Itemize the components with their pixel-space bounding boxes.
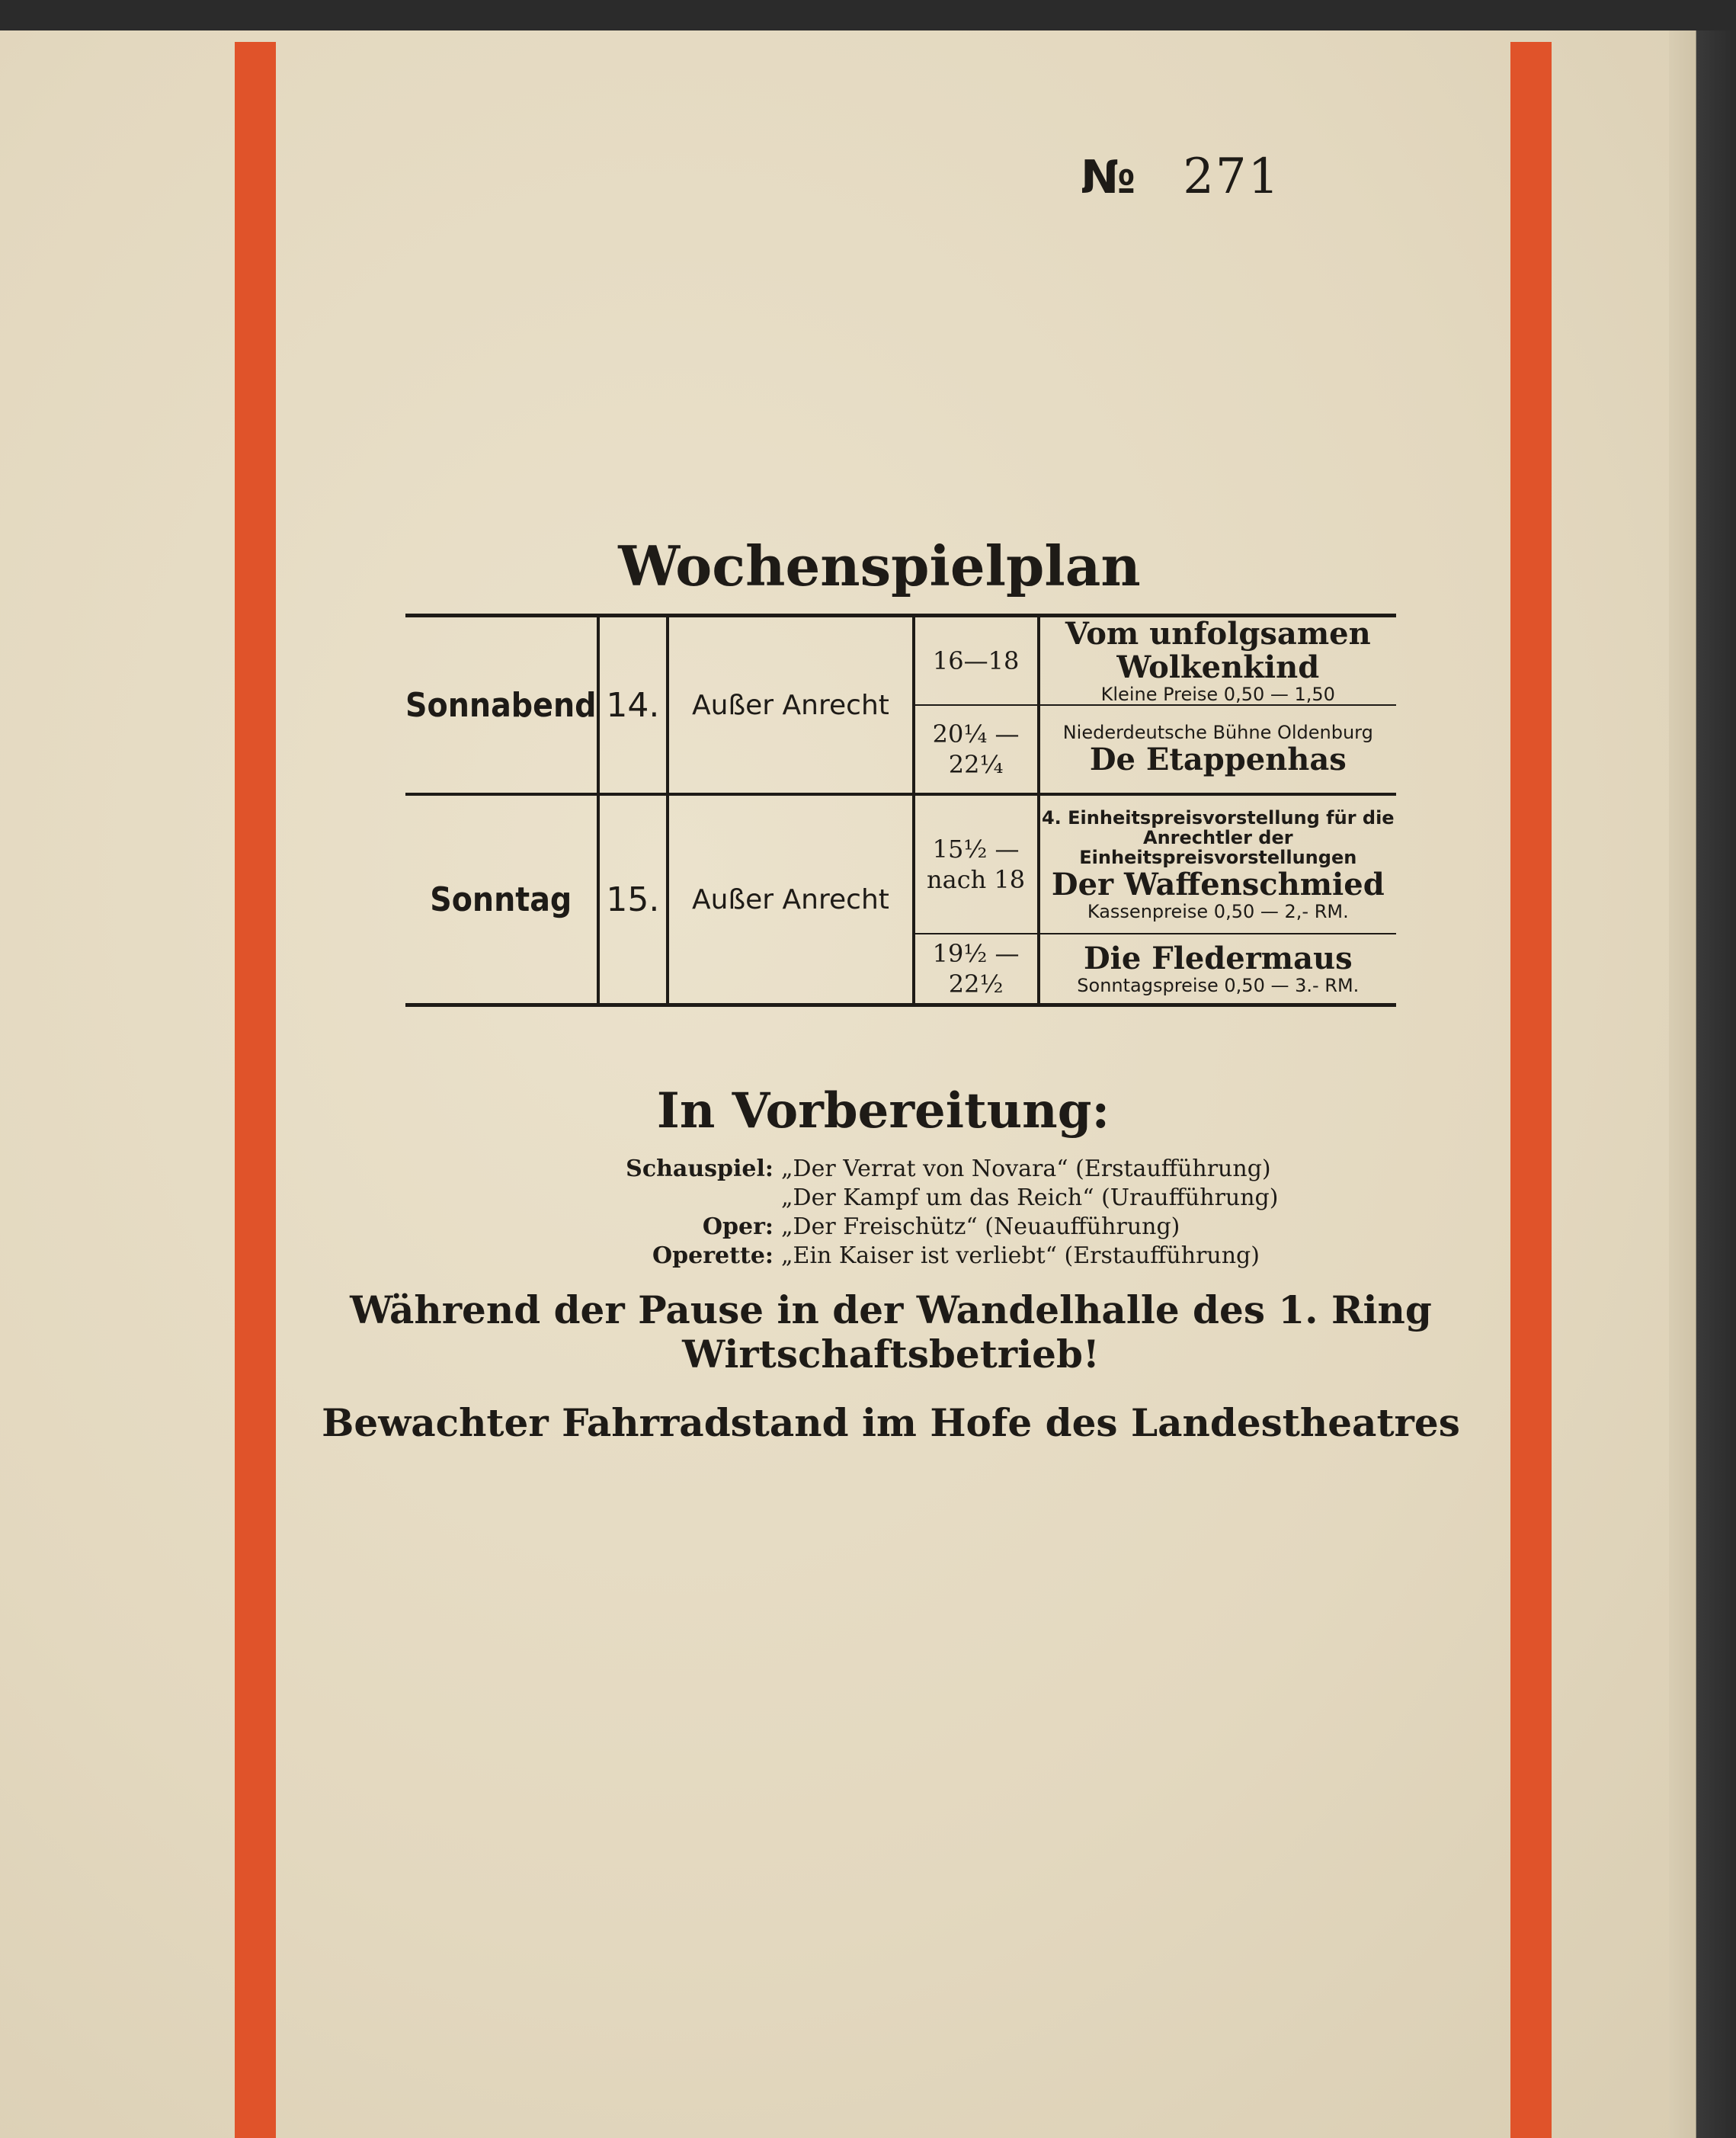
time-end: nach 18	[927, 865, 1026, 895]
weekly-schedule-table	[405, 614, 1396, 1007]
time-start: 15½ —	[932, 835, 1020, 864]
work-title: „Der Freischütz“ (Neuaufführung)	[781, 1213, 1180, 1240]
work-title: „Der Verrat von Novara“ (Erstaufführung)	[781, 1156, 1271, 1182]
work-title: „Ein Kaiser ist verliebt“ (Erstaufführung)	[781, 1242, 1260, 1269]
subscription-cell: Außer Anrecht	[668, 794, 913, 1005]
show-cell	[1039, 705, 1396, 794]
list-item	[610, 1242, 1372, 1271]
date-cell: 15.	[598, 794, 668, 1005]
subscription-cell: Außer Anrecht	[668, 616, 913, 795]
genre-label: Oper:	[702, 1213, 774, 1240]
show-title: Vom unfolgsamen	[1065, 616, 1371, 652]
show-presenter: 4. Einheitspreisvorstellung für die Anrechtler der Einheitspreisvorstellungen	[1041, 806, 1395, 869]
time-start: 19½ —	[932, 939, 1020, 969]
show-presenter: Niederdeutsche Bühne Oldenburg	[1062, 722, 1373, 744]
show-cell	[1039, 934, 1396, 1005]
schedule-row	[405, 616, 1396, 706]
show-cell	[1039, 794, 1396, 934]
intermission-line: Während der Pause in der Wandelhalle des 1. Ring	[350, 1287, 1432, 1332]
list-item	[610, 1213, 1372, 1242]
show-price-note: Kassenpreise 0,50 — 2,- RM.	[1087, 900, 1349, 922]
show-title: Der Waffenschmied	[1051, 866, 1385, 902]
show-cell	[1039, 616, 1396, 706]
day-cell: Sonntag	[405, 794, 598, 1005]
day-cell: Sonnabend	[405, 616, 598, 795]
preparation-heading: In Vorbereitung:	[656, 1082, 1110, 1140]
time-end: 22¼	[948, 750, 1004, 780]
preparation-list	[610, 1155, 1372, 1271]
work-title: „Der Kampf um das Reich“ (Uraufführung)	[781, 1184, 1279, 1211]
time-start: 16—18	[932, 646, 1020, 676]
list-item	[610, 1184, 1372, 1213]
show-title: Die Fledermaus	[1083, 941, 1353, 977]
schedule-row	[405, 794, 1396, 934]
genre-label	[610, 1184, 781, 1213]
genre-label: Schauspiel:	[626, 1156, 774, 1182]
time-start: 20¼ —	[932, 720, 1020, 749]
intermission-notice	[0, 1288, 1736, 1377]
bicycle-notice: Bewachter Fahrradstand im Hofe des Landestheatres	[322, 1400, 1460, 1445]
time-cell	[914, 616, 1039, 706]
intermission-line: Wirtschaftsbetrieb!	[682, 1332, 1100, 1377]
time-cell	[914, 934, 1039, 1005]
time-cell	[914, 794, 1039, 934]
genre-label: Operette:	[652, 1242, 774, 1269]
number-value: 271	[1183, 149, 1281, 205]
list-item	[610, 1155, 1372, 1184]
show-title: Wolkenkind	[1116, 649, 1320, 685]
page-title: Wochenspielplan	[618, 534, 1141, 598]
time-end: 22½	[948, 970, 1004, 999]
time-cell	[914, 705, 1039, 794]
show-price-note: Kleine Preise 0,50 — 1,50	[1100, 684, 1335, 705]
show-title: De Etappenhas	[1089, 741, 1347, 777]
number-sign: №	[1081, 151, 1138, 204]
date-cell: 14.	[598, 616, 668, 795]
program-number	[1081, 149, 1280, 205]
show-price-note: Sonntagspreise 0,50 — 3.- RM.	[1077, 975, 1360, 997]
